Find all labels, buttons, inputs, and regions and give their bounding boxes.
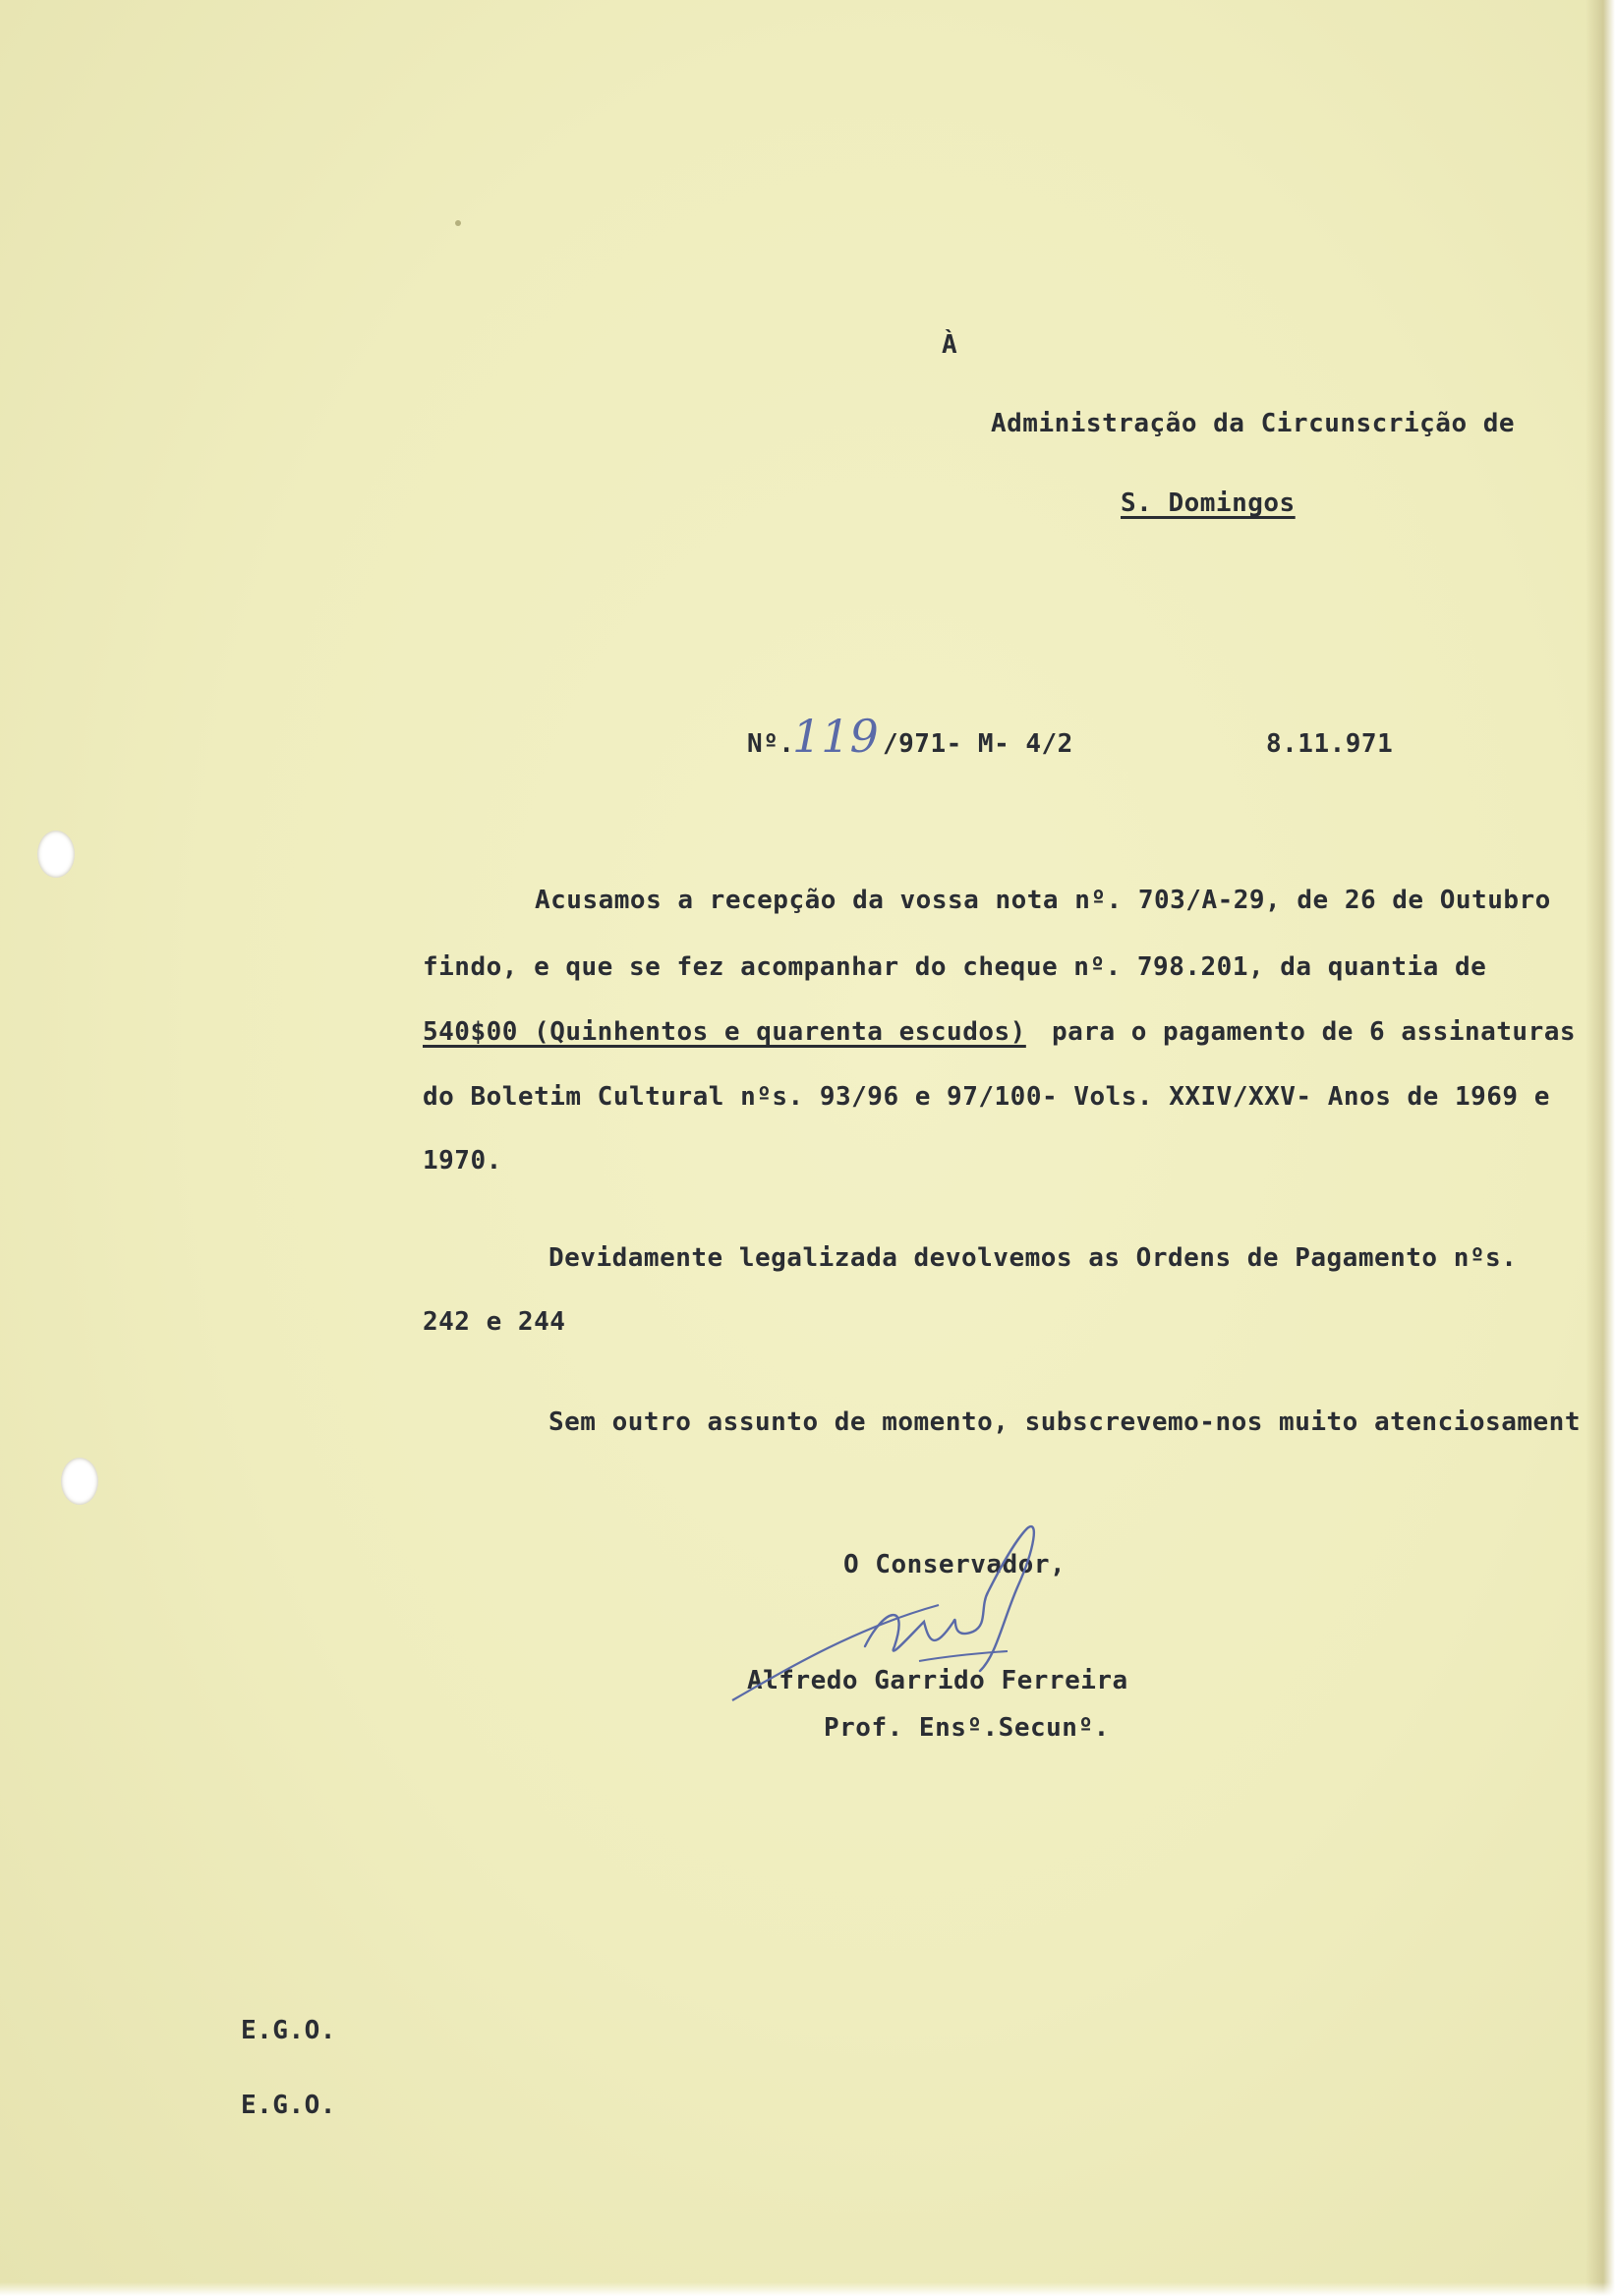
document-date: 8.11.971 xyxy=(1266,729,1394,759)
paper-speck xyxy=(455,220,461,226)
punch-hole-bottom xyxy=(61,1458,98,1505)
signatory-name: Alfredo Garrido Ferreira xyxy=(747,1666,1128,1695)
addressee-line: Administração da Circunscrição de xyxy=(991,409,1516,438)
body-line: Sem outro assunto de momento, subscrevemo-nos muito atenciosament xyxy=(548,1407,1581,1437)
body-line xyxy=(423,1017,1576,1047)
body-line: findo, e que se fez acompanhar do cheque nº. 798.201, da quantia de xyxy=(423,952,1487,982)
addressee-prefix: À xyxy=(942,330,958,360)
reference-handwritten-number: 119 xyxy=(792,710,879,763)
reference-prefix: Nº. xyxy=(747,729,795,759)
closing-role: O Conservador, xyxy=(843,1550,1067,1579)
paper-edge-right xyxy=(1586,0,1615,2296)
addressee-place: S. Domingos xyxy=(1121,488,1296,518)
body-line: Acusamos a recepção da vossa nota nº. 703/A-29, de 26 de Outubro xyxy=(535,886,1551,915)
punch-hole-top xyxy=(37,831,75,878)
body-line-rest: para o pagamento de 6 assinaturas xyxy=(1051,1017,1577,1047)
body-line: 1970. xyxy=(423,1146,502,1176)
footer-initials: E.G.O. xyxy=(241,2016,336,2045)
footer-initials: E.G.O. xyxy=(241,2091,336,2120)
body-line: 242 e 244 xyxy=(423,1307,566,1337)
body-line: do Boletim Cultural nºs. 93/96 e 97/100- Vols. XXIV/XXV- Anos de 1969 e xyxy=(423,1082,1550,1112)
paper-edge-bottom xyxy=(0,2282,1615,2296)
handwritten-signature xyxy=(722,1519,1145,1715)
reference-number: /971- M- 4/2 xyxy=(883,729,1073,759)
amount-underlined: 540$00 (Quinhentos e quarenta escudos) xyxy=(423,1017,1026,1047)
signatory-title: Prof. Ensº.Secunº. xyxy=(824,1713,1110,1743)
body-line: Devidamente legalizada devolvemos as Ordens de Pagamento nºs. xyxy=(548,1243,1518,1273)
